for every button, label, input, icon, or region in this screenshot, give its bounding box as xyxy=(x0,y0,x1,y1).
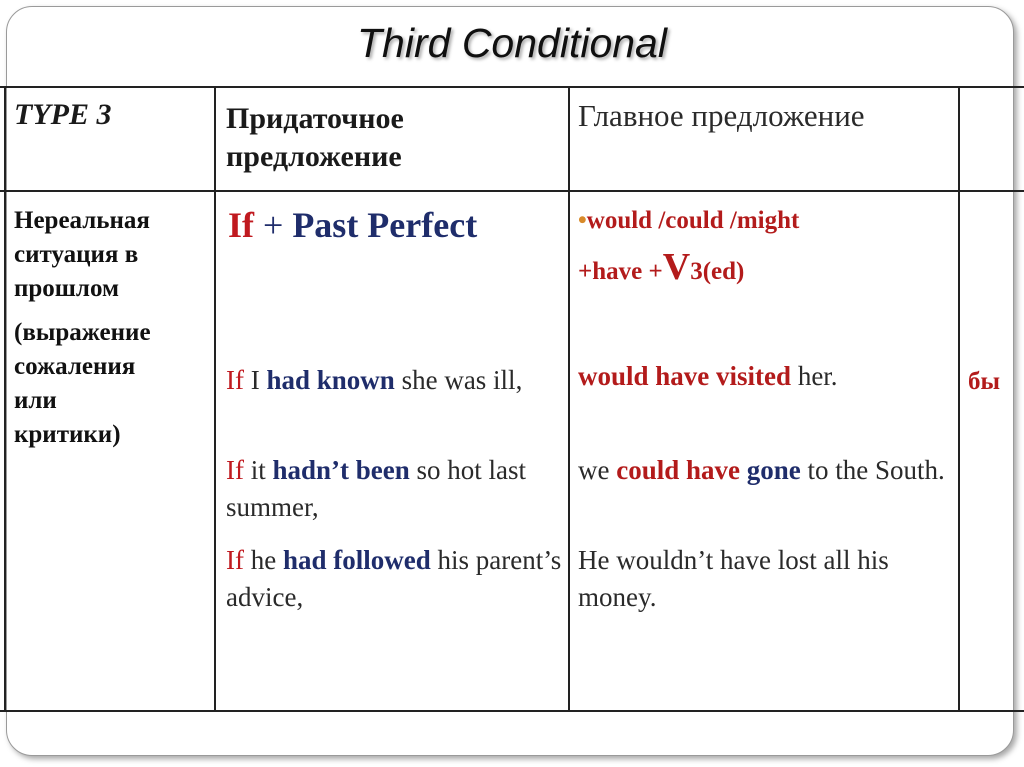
header-subordinate xyxy=(226,100,404,176)
grammar-table xyxy=(0,86,1024,712)
description-line: ситуация в xyxy=(14,241,139,268)
table-bottom-border xyxy=(0,710,1024,712)
column-divider-3 xyxy=(958,86,960,712)
column-divider-1 xyxy=(214,86,216,712)
header-subordinate-line1: Придаточное xyxy=(226,102,404,135)
main-clause-example: He wouldn’t have lost all his money. xyxy=(578,545,889,612)
formula-have-line: +have +V3(ed) xyxy=(578,246,745,288)
if-clause-example: If it hadn’t been so hot last summer, xyxy=(226,455,527,522)
if-clause-example: If he had followed his parent’s advice, xyxy=(226,545,562,612)
description-line: (выражение xyxy=(14,319,151,346)
if-clause-example: If I had known she was ill, xyxy=(226,365,523,395)
description-line: Нереальная xyxy=(14,207,150,234)
formula-plus: + xyxy=(263,205,284,245)
main-clause-formula xyxy=(578,198,954,295)
table-left-border xyxy=(4,86,6,712)
description-line: сожаления xyxy=(14,353,136,380)
column-divider-2 xyxy=(568,86,570,712)
if-clause-formula xyxy=(228,204,477,246)
description-line: критики) xyxy=(14,421,121,448)
formula-modals-line: •would /could /might xyxy=(578,207,800,234)
bullet-icon: • xyxy=(578,207,587,234)
page-title: Third Conditional xyxy=(357,20,667,66)
table-top-border xyxy=(0,86,1024,88)
description-line: прошлом xyxy=(14,275,119,302)
formula-if: If xyxy=(228,205,254,245)
header-subordinate-line2: предложение xyxy=(226,140,402,173)
formula-tense: Past Perfect xyxy=(292,205,478,245)
header-main-clause: Главное предложение xyxy=(578,98,865,133)
situation-description xyxy=(14,204,151,452)
header-type: TYPE 3 xyxy=(14,98,112,131)
main-clause-example: we could have gone to the South. xyxy=(578,455,945,485)
translation-particle: бы xyxy=(968,368,1001,395)
main-clause-example: would have visited her. xyxy=(578,361,838,391)
description-line: или xyxy=(14,387,57,414)
table-header-divider xyxy=(0,190,1024,192)
